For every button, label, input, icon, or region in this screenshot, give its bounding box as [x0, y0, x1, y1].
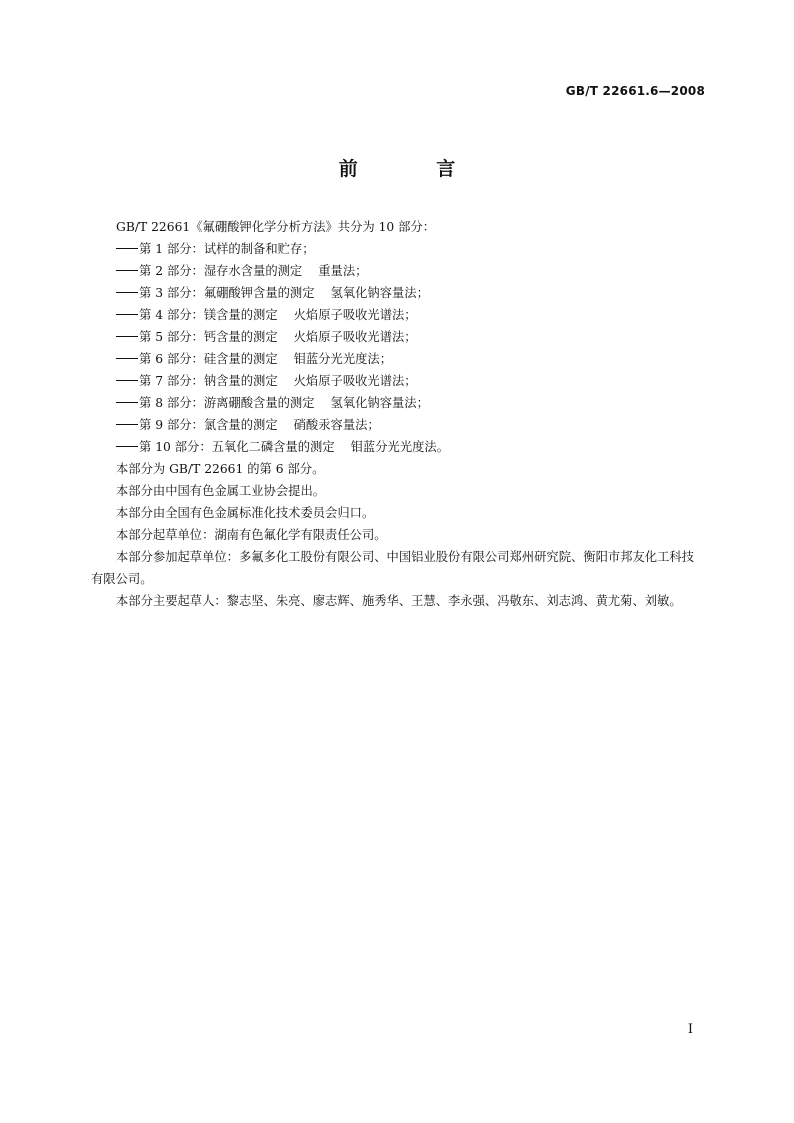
part-method: 重量法；	[318, 264, 368, 278]
intro-paragraph: GB/T 22661《氟硼酸钾化学分析方法》共分为 10 部分：	[116, 220, 436, 234]
part-label: 第 1 部分：试样的制备和贮存；	[139, 242, 315, 256]
part-method: 氢氧化钠容量法；	[330, 286, 429, 300]
dash-icon	[116, 248, 138, 249]
dash-icon	[116, 314, 138, 315]
participating-units-statement: 本部分参加起草单位：多氟多化工股份有限公司、中国铝业股份有限公司郑州研究院、衡阳市邦友化工科技有限公司。	[91, 550, 694, 586]
committee-statement: 本部分由全国有色金属标准化技术委员会归口。	[116, 506, 375, 520]
part-label: 第 6 部分：硅含量的测定	[139, 352, 278, 366]
dash-icon	[116, 270, 138, 271]
list-item	[91, 348, 706, 370]
dash-icon	[116, 292, 138, 293]
part-label: 第 4 部分：镁含量的测定	[139, 308, 278, 322]
part-label: 第 9 部分：氯含量的测定	[139, 418, 278, 432]
part-number-statement: 本部分为 GB/T 22661 的第 6 部分。	[116, 462, 325, 476]
page-title: 前 言	[338, 158, 492, 180]
dash-icon	[116, 358, 138, 359]
list-item	[91, 370, 706, 392]
list-item	[91, 304, 706, 326]
drafters-statement: 本部分主要起草人：黎志坚、朱亮、廖志辉、施秀华、王慧、李永强、冯敬东、刘志鸿、黄尤菊、刘敏。	[116, 594, 682, 608]
page-number: I	[687, 1022, 693, 1037]
dash-icon	[116, 446, 138, 447]
part-method: 钼蓝分光光度法。	[350, 440, 450, 454]
part-method: 硝酸汞容量法；	[293, 418, 380, 432]
part-label: 第 3 部分：氟硼酸钾含量的测定	[139, 286, 315, 300]
dash-icon	[116, 336, 138, 337]
part-method: 火焰原子吸收光谱法；	[293, 374, 417, 388]
part-label: 第 2 部分：湿存水含量的测定	[139, 264, 303, 278]
part-label: 第 7 部分：钠含量的测定	[139, 374, 278, 388]
part-label: 第 8 部分：游离硼酸含量的测定	[139, 396, 315, 410]
part-method: 火焰原子吸收光谱法；	[293, 308, 417, 322]
list-item	[91, 260, 706, 282]
part-method: 火焰原子吸收光谱法；	[293, 330, 417, 344]
dash-icon	[116, 380, 138, 381]
drafting-unit-statement: 本部分起草单位：湖南有色氟化学有限责任公司。	[116, 528, 387, 542]
list-item	[91, 326, 706, 348]
dash-icon	[116, 402, 138, 403]
parts-list	[91, 238, 706, 458]
list-item	[91, 436, 706, 458]
list-item	[91, 282, 706, 304]
list-item	[91, 392, 706, 414]
part-method: 氢氧化钠容量法；	[330, 396, 429, 410]
part-method: 钼蓝分光光度法；	[293, 352, 393, 366]
list-item	[91, 238, 706, 260]
part-label: 第 10 部分：五氧化二磷含量的测定	[139, 440, 335, 454]
dash-icon	[116, 424, 138, 425]
part-label: 第 5 部分：钙含量的测定	[139, 330, 278, 344]
standard-code: GB/T 22661.6—2008	[565, 84, 705, 98]
proposer-statement: 本部分由中国有色金属工业协会提出。	[116, 484, 326, 498]
document-body	[91, 216, 706, 612]
list-item	[91, 414, 706, 436]
